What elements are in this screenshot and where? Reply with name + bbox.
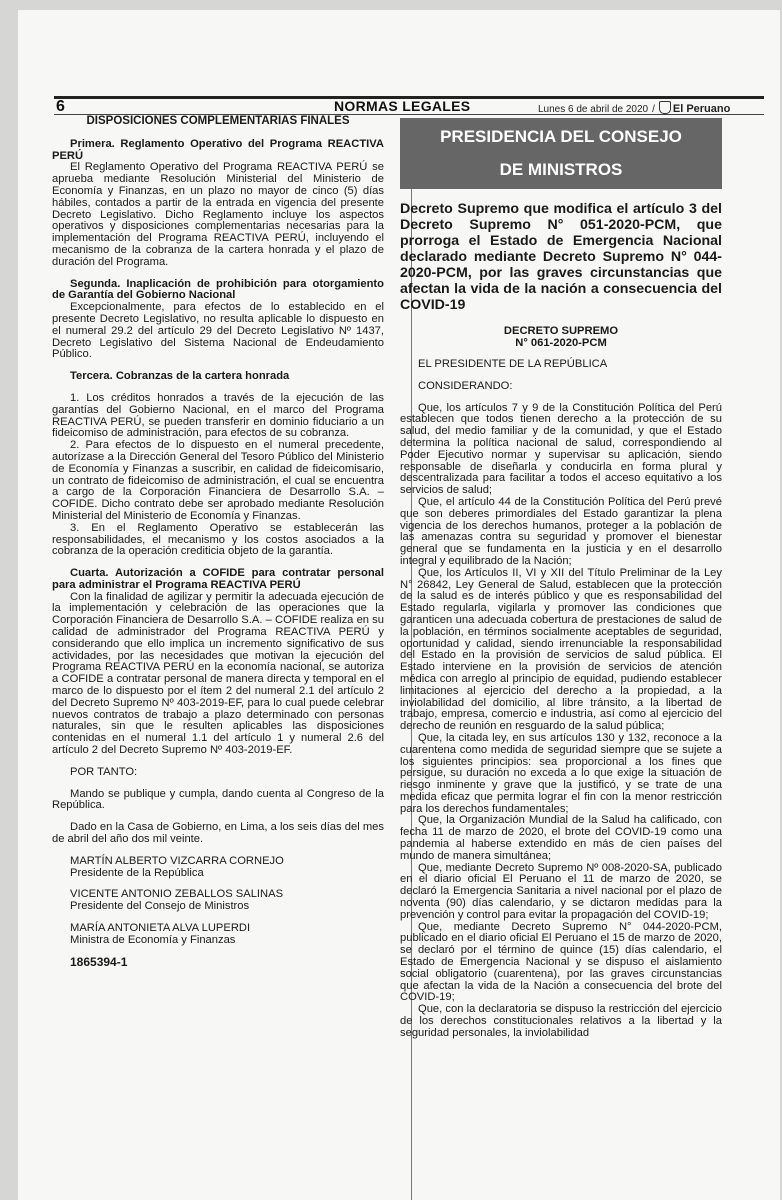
signature-role-2: Presidente del Consejo de Ministros	[70, 900, 250, 913]
tercera-item-3: 3. En el Reglamento Operativo se establecerán las responsabilidades, el mecanismo y los costos asociados a la cobranza de la operación crediticia objeto de la garantía.	[52, 521, 384, 558]
segunda-text: Excepcionalmente, para efectos de lo establecido en el presente Decreto Legislativo, no resulta aplicable lo dispuesto en el numeral 29.2 del artículo 29 del Decreto Legislativo Nº 1437, Decreto Legislativo del Sistema Nacional de Endeudamiento Público.	[52, 301, 384, 361]
signature-name-1: MARTÍN ALBERTO VIZCARRA CORNEJO	[70, 854, 284, 867]
signature-name-2: VICENTE ANTONIO ZEBALLOS SALINAS	[70, 888, 284, 901]
newspaper-brand: El Peruano	[672, 103, 731, 115]
segunda-title: Segunda. Inaplicación de prohibición para otorgamiento de Garantía del Gobierno Nacional	[52, 277, 384, 302]
cuarta-title: Cuarta. Autorización a COFIDE para contratar personal para administrar el Programa REACTIVA PERÚ	[52, 567, 384, 591]
tercera-title: Tercera. Cobranzas de la cartera honrada	[70, 370, 290, 383]
dado-text: Dado en la Casa de Gobierno, en Lima, a los seis días del mes de abril del año dos mil veinte.	[52, 821, 384, 846]
final-provisions-heading: DISPOSICIONES COMPLEMENTARIAS FINALES	[86, 115, 350, 127]
considerando-paragraph-6: Que, mediante Decreto Supremo Nº 008-2020-SA, publicado en el diario oficial El Peruano el 11 de marzo de 2020, se declaró la Emergencia Sanitaria a nivel nacional por el plazo de noventa (90) días calendario, y se dictaron medidas para la prevención y control para evitar la propagación del COVID-19;	[400, 861, 722, 921]
ministry-band-line-1: PRESIDENCIA DEL CONSEJO	[440, 127, 682, 146]
decree-number: N° 061-2020-PCM	[515, 337, 607, 349]
header-date: Lunes 6 de abril de 2020	[538, 104, 649, 115]
primera-text: El Reglamento Operativo del Programa REACTIVA PERÚ se aprueba mediante Resolución Ministerial del Ministerio de Economía y Finanzas, en un plazo no mayor de cinco (5) días hábiles, contados a partir de la entrada en vigencia del presente Decreto Legislativo. Dicho Reglamento incluye los aspectos operativos y disposiciones complementarias necesarias para la implementación del Programa REACTIVA PERÚ, incluyendo el mecanismo de la cobranza de la cartera honrada y el plazo de duración del Programa.	[52, 161, 384, 268]
decree-title: Decreto Supremo que modifica el artículo 3 del Decreto Supremo N° 051-2020-PCM, que prorroga el Estado de Emergencia Nacional declarado mediante Decreto Supremo N° 044-2020-PCM, por las graves circunstancias que afectan la vida de la nación a consecuencia del COVID-19	[400, 201, 722, 313]
decree-label: DECRETO SUPREMO	[503, 325, 619, 337]
right-column	[400, 118, 722, 1040]
considerando-paragraph-1: Que, los artículos 7 y 9 de la Constitución Política del Perú establecen que todos tienen derecho a la protección de su salud, del medio familiar y de la comunidad, y que el Estado determina la política nacional de salud, correspondiendo al Poder Ejecutivo normar y supervisar su aplicación, siendo responsable de diseñarla y conducirla en forma plural y descentralizada para facilitar a todos el acceso equitativo a los servicios de salud;	[400, 401, 722, 497]
page-number: 6	[56, 98, 65, 115]
considerando-paragraph-3: Que, los Artículos II, VI y XII del Título Preliminar de la Ley N° 26842, Ley General de Salud, establecen que la protección de la salud es de interés público y que es responsabilidad del Estado regularla, vigilarla y promover las condiciones que garanticen una adecuada cobertura de prestaciones de salud de la población, en términos socialmente aceptables de seguridad, oportunidad y calidad, siendo irrenunciable la responsabilidad del Estado en la provisión de servicios de salud pública. El Estado interviene en la provisión de servicios de atención médica con arreglo al principio de equidad, pudiendo establecer limitaciones al ejercicio del derecho a la propiedad, a la inviolabilidad del domicilio, al libre tránsito, a la libertad de trabajo, empresa, comercio e industria, así como al ejercicio del derecho de reunión en resguardo de la salud pública;	[400, 566, 722, 733]
signature-name-3: MARÍA ANTONIETA ALVA LUPERDI	[70, 922, 251, 935]
primera-title: Primera. Reglamento Operativo del Programa REACTIVA PERÚ	[52, 137, 384, 162]
header-dateline	[538, 101, 730, 115]
signature-role-1: Presidente de la República	[70, 866, 204, 879]
ministry-band-line-2: DE MINISTROS	[499, 160, 623, 179]
section-title: NORMAS LEGALES	[334, 98, 471, 114]
publication-code: 1865394-1	[70, 954, 128, 969]
considerando-paragraph-8: Que, con la declaratoria se dispuso la restricción del ejercicio de los derechos constitucionales relativos a la libertad y la seguridad personales, la inviolabilidad	[400, 1003, 722, 1039]
considerando-paragraph-7: Que, mediante Decreto Supremo N° 044-2020-PCM, publicado en el diario oficial El Peruano el 15 de marzo de 2020, se declaró por el término de quince (15) días calendario, el Estado de Emergencia Nacional y se dispuso el aislamiento social obligatorio (cuarentena), por las graves circunstancias que afectan la vida de la Nación a consecuencia del brote del COVID-19;	[400, 920, 722, 1004]
president-heading: EL PRESIDENTE DE LA REPÚBLICA	[418, 358, 608, 370]
signature-role-3: Ministra de Economía y Finanzas	[70, 933, 236, 946]
considerando-heading: CONSIDERANDO:	[418, 379, 513, 392]
cuarta-text: Con la finalidad de agilizar y permitir la adecuada ejecución de la implementación y celebración de las operaciones que la Corporación Financiera de Desarrollo S.A. – COFIDE realiza en su calidad de administrador del Programa REACTIVA PERÚ y considerando que ello implica un incremento significativo de sus actividades, por las necesidades que motivan la ejecución del Programa REACTIVA PERÚ en la economía nacional, se autoriza a COFIDE a contratar personal de manera directa y temporal en el marco de lo dispuesto por el ítem 2 del numeral 2.1 del artículo 2 del Decreto Supremo Nº 403-2019-EF, para lo cual puede celebrar nuevos contratos de trabajo a plazo determinado con personas naturales, sin que le resulten aplicables las disposiciones contenidas en el numeral 1.1 del artículo 1 y numeral 2.6 del artículo 2 del Decreto Supremo Nº 403-2019-EF.	[52, 590, 384, 757]
tercera-item-1: 1. Los créditos honrados a través de la ejecución de las garantías del Gobierno Nacional, en el marco del Programa REACTIVA PERÚ, se pueden transferir en dominio fiduciario a un fideicomiso de administración, para efectos de su cobranza.	[52, 391, 384, 440]
ministry-band	[400, 118, 722, 189]
considerando-paragraph-2: Que, el artículo 44 de la Constitución Política del Perú prevé que son deberes primordiales del Estado garantizar la plena vigencia de los derechos humanos, proteger a la población de las amenazas contra su seguridad y promover el bienestar general que se fundamenta en la justicia y en el desarrollo integral y equilibrado de la Nación;	[400, 495, 722, 567]
considerando-paragraph-5: Que, la Organización Mundial de la Salud ha calificado, con fecha 11 de marzo de 2020, el brote del COVID-19 como una pandemia al haberse extendido en más de cien países del mundo de manera simultánea;	[400, 814, 722, 862]
tercera-item-2: 2. Para efectos de lo dispuesto en el numeral precedente, autorízase a la Dirección General del Tesoro Público del Ministerio de Economía y Finanzas a suscribir, en calidad de fideicomisario, un contrato de fideicomiso de administración, el cual se encuentra a cargo de la Corporación Financiera de Desarrollo S.A. – COFIDE. Dicho contrato debe ser aprobado mediante Resolución Ministerial del Ministerio de Economía y Finanzas.	[52, 439, 384, 522]
coat-of-arms-icon	[659, 101, 671, 114]
left-column	[52, 116, 384, 968]
considerando-paragraph-4: Que, la citada ley, en sus artículos 130 y 132, reconoce a la cuarentena como medida de seguridad siempre que se sujete a los siguientes principios: sea proporcional a los fines que persigue, su duración no exceda a lo que exige la situación de riesgo inminente y grave que la justificó, y se trate de una medida eficaz que permita lograr el fin con la menor restricción para los derechos fundamentales;	[400, 731, 722, 815]
header-separator: /	[652, 104, 655, 115]
por-tanto: POR TANTO:	[70, 765, 138, 778]
mando-text: Mando se publique y cumpla, dando cuenta al Congreso de la República.	[52, 787, 384, 812]
